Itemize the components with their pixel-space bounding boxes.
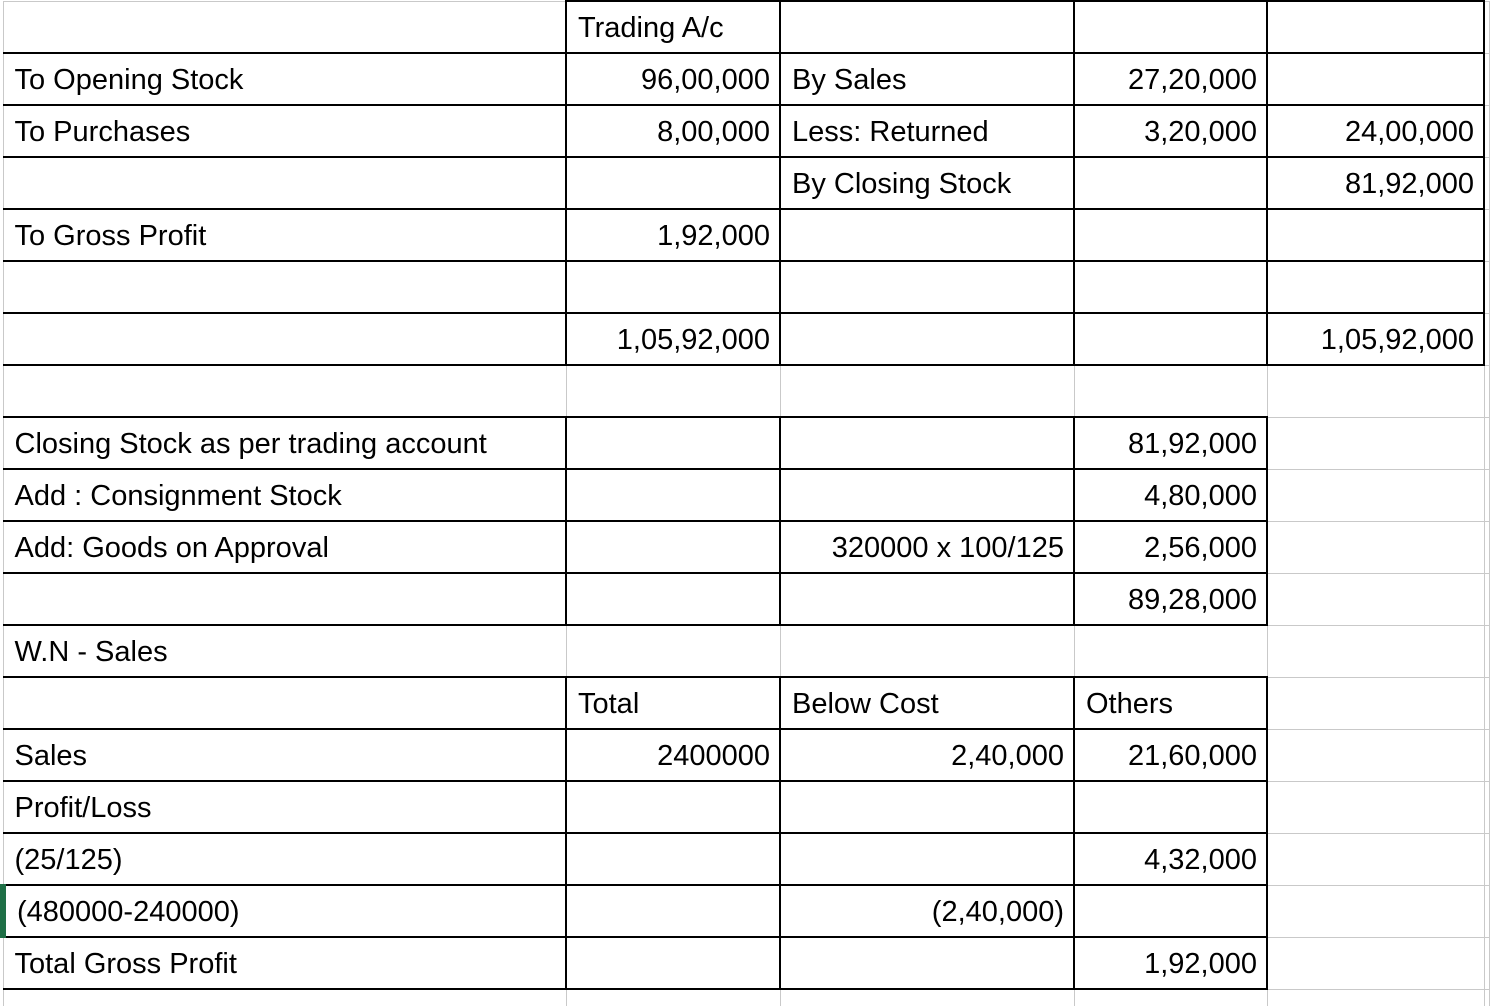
csw-label-cell[interactable] (3, 573, 566, 625)
wn-header-others-cell[interactable]: Others (1074, 677, 1267, 729)
trading-credit-net-cell[interactable]: 24,00,000 (1267, 105, 1484, 157)
empty-cell[interactable] (1484, 469, 1489, 521)
trading-credit-particulars-cell[interactable] (780, 261, 1074, 313)
trading-debit-amount-cell[interactable] (566, 157, 780, 209)
trading-debit-amount-cell[interactable]: 1,92,000 (566, 209, 780, 261)
wn-total-cell[interactable] (566, 833, 780, 885)
csw-label-cell[interactable]: Add : Consignment Stock (3, 469, 566, 521)
sheet-row (3, 469, 1489, 521)
empty-cell[interactable] (1484, 729, 1489, 781)
trading-debit-amount-cell[interactable] (566, 261, 780, 313)
empty-cell[interactable] (1267, 781, 1484, 833)
empty-cell[interactable] (1267, 625, 1484, 677)
sheet-row (3, 937, 1489, 989)
empty-cell[interactable] (1267, 729, 1484, 781)
empty-cell[interactable] (1484, 625, 1489, 677)
empty-cell[interactable] (1484, 209, 1489, 261)
wn-below-cost-cell[interactable] (780, 937, 1074, 989)
sheet-row (3, 1, 1489, 53)
empty-cell[interactable] (1484, 885, 1489, 937)
empty-cell[interactable] (1267, 885, 1484, 937)
empty-cell[interactable] (1267, 677, 1484, 729)
empty-cell[interactable] (1484, 521, 1489, 573)
csw-amount-cell[interactable]: 81,92,000 (1074, 417, 1267, 469)
wn-others-cell[interactable] (1074, 781, 1267, 833)
wn-total-cell[interactable] (566, 885, 780, 937)
empty-cell[interactable] (1484, 157, 1489, 209)
empty-cell[interactable] (566, 521, 780, 573)
wn-label-cell-selected[interactable]: (480000-240000) (3, 885, 566, 937)
wn-below-cost-cell[interactable] (780, 833, 1074, 885)
sheet-row (3, 573, 1489, 625)
empty-cell[interactable] (1267, 833, 1484, 885)
trading-credit-particulars-cell[interactable]: Less: Returned (780, 105, 1074, 157)
wn-below-cost-cell[interactable] (780, 781, 1074, 833)
wn-label-cell[interactable]: Total Gross Profit (3, 937, 566, 989)
sheet-row (3, 53, 1489, 105)
wn-others-cell[interactable]: 1,92,000 (1074, 937, 1267, 989)
empty-cell[interactable] (1267, 573, 1484, 625)
empty-cell[interactable] (3, 365, 566, 417)
empty-cell[interactable] (780, 989, 1074, 1006)
empty-cell[interactable] (1267, 521, 1484, 573)
trading-credit-net-cell[interactable] (1267, 261, 1484, 313)
sheet-row (3, 157, 1489, 209)
trading-credit-particulars-cell[interactable] (780, 209, 1074, 261)
wn-header-total-cell[interactable]: Total (566, 677, 780, 729)
wn-below-cost-cell[interactable]: (2,40,000) (780, 885, 1074, 937)
empty-cell[interactable] (1484, 573, 1489, 625)
empty-cell[interactable] (1267, 469, 1484, 521)
wn-others-cell[interactable] (1074, 885, 1267, 937)
empty-cell[interactable] (566, 989, 780, 1006)
wn-heading-cell[interactable]: W.N - Sales (3, 625, 566, 677)
trading-credit-amount-cell[interactable] (1074, 157, 1267, 209)
csw-label-cell[interactable]: Closing Stock as per trading account (3, 417, 566, 469)
sheet-row (3, 989, 1489, 1006)
empty-cell[interactable] (1484, 1, 1489, 53)
wn-label-cell[interactable]: Profit/Loss (3, 781, 566, 833)
empty-cell[interactable] (566, 365, 780, 417)
csw-amount-cell[interactable]: 4,80,000 (1074, 469, 1267, 521)
empty-cell[interactable] (566, 469, 780, 521)
csw-calculation-cell[interactable] (780, 417, 1074, 469)
sheet-row (3, 781, 1489, 833)
csw-amount-cell[interactable]: 2,56,000 (1074, 521, 1267, 573)
csw-calculation-cell[interactable]: 320000 x 100/125 (780, 521, 1074, 573)
empty-cell[interactable] (1267, 365, 1484, 417)
trading-credit-net-cell[interactable]: 81,92,000 (1267, 157, 1484, 209)
trading-debit-total-cell[interactable]: 1,05,92,000 (566, 313, 780, 365)
sheet-row (3, 729, 1489, 781)
wn-total-cell[interactable] (566, 937, 780, 989)
empty-cell[interactable] (1074, 989, 1267, 1006)
empty-cell[interactable] (1267, 937, 1484, 989)
empty-cell[interactable] (1074, 625, 1267, 677)
trading-credit-amount-cell[interactable]: 27,20,000 (1074, 53, 1267, 105)
trading-credit-amount-cell[interactable] (1074, 313, 1267, 365)
wn-others-cell[interactable]: 4,32,000 (1074, 833, 1267, 885)
trading-credit-particulars-cell[interactable]: By Sales (780, 53, 1074, 105)
wn-label-cell[interactable]: Sales (3, 729, 566, 781)
empty-cell[interactable] (566, 573, 780, 625)
empty-cell[interactable] (1484, 365, 1489, 417)
empty-cell[interactable] (1484, 833, 1489, 885)
empty-cell[interactable] (1074, 1, 1267, 53)
sheet-row (3, 625, 1489, 677)
trading-credit-amount-cell[interactable] (1074, 261, 1267, 313)
empty-cell[interactable] (780, 1, 1074, 53)
sheet-row (3, 417, 1489, 469)
trading-credit-amount-cell[interactable] (1074, 209, 1267, 261)
sheet-row (3, 833, 1489, 885)
empty-cell[interactable] (1484, 989, 1489, 1006)
trading-debit-particulars-cell[interactable]: To Opening Stock (3, 53, 566, 105)
trading-credit-total-cell[interactable]: 1,05,92,000 (1267, 313, 1484, 365)
trading-credit-net-cell[interactable] (1267, 209, 1484, 261)
sheet-row (3, 313, 1489, 365)
empty-cell[interactable] (780, 625, 1074, 677)
sheet-row (3, 885, 1489, 937)
empty-cell[interactable] (1267, 1, 1484, 53)
trading-debit-amount-cell[interactable]: 8,00,000 (566, 105, 780, 157)
wn-total-cell[interactable]: 2400000 (566, 729, 780, 781)
empty-cell[interactable] (1484, 105, 1489, 157)
empty-cell[interactable] (1484, 417, 1489, 469)
wn-below-cost-cell[interactable]: 2,40,000 (780, 729, 1074, 781)
trading-debit-particulars-cell[interactable]: To Gross Profit (3, 209, 566, 261)
empty-cell[interactable] (1267, 417, 1484, 469)
csw-total-cell[interactable]: 89,28,000 (1074, 573, 1267, 625)
sheet-row (3, 209, 1489, 261)
empty-cell[interactable] (1484, 261, 1489, 313)
sheet-row (3, 365, 1489, 417)
sheet-row (3, 521, 1489, 573)
csw-calculation-cell[interactable] (780, 469, 1074, 521)
trading-credit-net-cell[interactable] (1267, 53, 1484, 105)
wn-label-cell[interactable]: (25/125) (3, 833, 566, 885)
empty-cell[interactable] (566, 417, 780, 469)
empty-cell[interactable] (1484, 937, 1489, 989)
wn-header-below-cost-cell[interactable]: Below Cost (780, 677, 1074, 729)
sheet-row (3, 677, 1489, 729)
empty-cell[interactable] (3, 677, 566, 729)
empty-cell[interactable] (566, 625, 780, 677)
empty-cell[interactable] (3, 1, 566, 53)
sheet-row (3, 105, 1489, 157)
csw-calculation-cell[interactable] (780, 573, 1074, 625)
empty-cell[interactable] (1484, 677, 1489, 729)
trading-credit-amount-cell[interactable]: 3,20,000 (1074, 105, 1267, 157)
empty-cell[interactable] (3, 989, 566, 1006)
empty-cell[interactable] (1267, 989, 1484, 1006)
empty-cell[interactable] (780, 365, 1074, 417)
empty-cell[interactable] (1484, 53, 1489, 105)
sheet-row (3, 261, 1489, 313)
empty-cell[interactable] (1484, 781, 1489, 833)
wn-total-cell[interactable] (566, 781, 780, 833)
wn-others-cell[interactable]: 21,60,000 (1074, 729, 1267, 781)
trading-credit-particulars-cell[interactable]: By Closing Stock (780, 157, 1074, 209)
empty-cell[interactable] (1074, 365, 1267, 417)
csw-label-cell[interactable]: Add: Goods on Approval (3, 521, 566, 573)
trading-debit-amount-cell[interactable]: 96,00,000 (566, 53, 780, 105)
trading-debit-particulars-cell[interactable] (3, 157, 566, 209)
trading-debit-particulars-cell[interactable] (3, 261, 566, 313)
trading-debit-particulars-cell[interactable] (3, 313, 566, 365)
trading-account-title[interactable]: Trading A/c (566, 1, 780, 53)
trading-credit-particulars-cell[interactable] (780, 313, 1074, 365)
empty-cell[interactable] (1484, 313, 1489, 365)
trading-debit-particulars-cell[interactable]: To Purchases (3, 105, 566, 157)
